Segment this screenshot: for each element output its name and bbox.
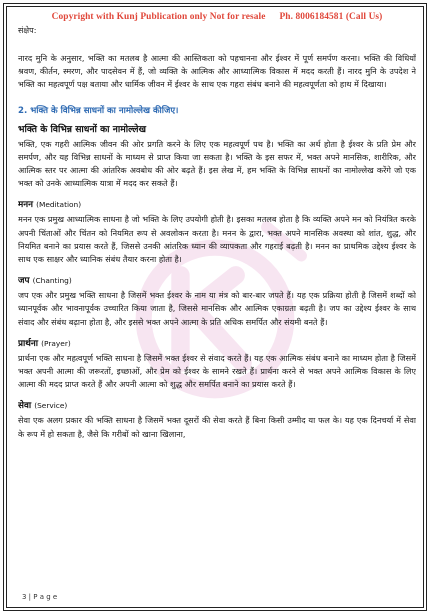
section-text-service: सेवा एक अलग प्रकार की भक्ति साधना है जिसमें भक्त दूसरों की सेवा करते हैं बिना किसी उम्मीद या फल के। यह एक दिनचर्या में सेवा के रूप में हो सकता है, जैसे कि गरीबों को खाना खिलाना, (18, 415, 416, 439)
page-number-footer: 3 | P a g e (22, 593, 58, 601)
section-title-en: (Prayer) (41, 338, 71, 348)
page-content (18, 6, 416, 594)
copyright-header (18, 12, 416, 22)
section-text-meditation: मनन एक प्रमुख आध्यात्मिक साधना है जो भक्ति के लिए उपयोगी होती है। इसका मतलब होता है कि व्यक्ति अपने मन को नियंत्रित करके अपनी चिंताओं और चिंतन को नियमित रूप से अवलोकन करता है। मनन के द्वारा, भक्त अपने मानसिक अवस्था को शांत, शुद्ध, और नियमित बनाने का प्रयास करते हैं, जिससे उनकी आंतरिक ध्यान की व्यापकता और गहराई बढ़ती है। मनन का प्राथमिक उद्देश्य ईश्वर के साथ एक साक्षर और ध्यानिक संबंध तैयार करना होता है। (18, 214, 416, 265)
copyright-text: Copyright with Kunj Publication only Not for resale (51, 12, 266, 22)
section-text-chanting: जप एक और प्रमुख भक्ति साधना है जिसमें भक्त ईश्वर के नाम या मंत्र को बार-बार जपते हैं। यह एक प्रक्रिया होती है जिसमें शब्दों को ध्यानपूर्वक और भावनापूर्वक उच्चारित किया जाता है, जिससे मानसिक और आत्मिक एकाग्रता बढ़ती है। जप का उद्देश्य ईश्वर के साथ संवाद और संबंध बढ़ाना होता है, और इससे भक्त अपने आत्मा के प्रति अधिक समर्पित और संयमी बनते हैं। (18, 290, 416, 327)
phone-number: Ph. 8006184581 (Call Us) (279, 12, 383, 22)
section-title: प्रार्थना (18, 338, 39, 349)
intro-paragraph: नारद मुनि के अनुसार, भक्ति का मतलब है आत्मा की आस्तिकता को पहचानना और ईश्वर में पूर्ण समर्पण करना। भक्ति की विधियाँ श्रवण, कीर्तन, स्मरण, और पादसेवन में हैं, जो व्यक्ति के आत्मिक और आध्यात्मिक विकास में मदद करती हैं। नारद मुनि के उपदेश ने भक्ति का महत्वपूर्ण पक्ष बताया और धार्मिक जीवन में ईश्वर के साथ एक गहरा संबंध बनाने की महत्वपूर्णता को हाथ में दिखाया। (18, 53, 416, 90)
section-title-en: (Meditation) (36, 200, 82, 210)
question-heading: 2. भक्ति के विभिन्न साधनों का नामोल्लेख कीजिए। (18, 105, 179, 116)
section-title: सेवा (18, 401, 32, 412)
summary-label: संक्षेप: (18, 26, 37, 35)
section-heading-chanting (18, 274, 416, 286)
section-heading-meditation (18, 198, 416, 210)
main-paragraph: भक्ति, एक गहरी आत्मिक जीवन की ओर प्रगति करने के लिए एक महत्वपूर्ण पथ है। भक्ति का अर्थ होता है ईश्वर के प्रति प्रेम और समर्पण, और यह विभिन्न साधनों के माध्यम से प्राप्त किया जा सकता है। भक्ति के इस सफर में, भक्त अपने मानसिक, शारीरिक, और आत्मिक स्तर पर आत्मा की आंतरिक अवबोध की ओर बढ़ते हैं। इस लेख में, हम भक्ति के विभिन्न साधनों का नामोल्लेख करेंगे जो एक भक्त को उनके आध्यात्मिक यात्रा में मदद कर सकते हैं। (18, 138, 416, 189)
section-heading-service (18, 399, 416, 411)
section-heading-prayer (18, 337, 416, 349)
main-heading: भक्ति के विभिन्न साधनों का नामोल्लेख (18, 123, 147, 135)
section-title: जप (18, 276, 30, 287)
section-title: मनन (18, 200, 34, 211)
section-title-en: (Service) (34, 401, 68, 411)
section-title-en: (Chanting) (32, 276, 72, 286)
section-text-prayer: प्रार्थना एक और महत्वपूर्ण भक्ति साधना है जिसमें भक्त ईश्वर से संवाद करते हैं। यह एक आत्मिक संबंध बनाने का माध्यम होता है जिसमें भक्त अपनी आत्मा की जरूरतों, इच्छाओं, और प्रेम को ईश्वर के सामने रखते हैं। प्रार्थना करने से भक्त अपने आत्मिक विकास के लिए आत्मा की मदद प्राप्त करते हैं और अपनी आत्मा को शुद्ध और समर्पित बनाने का प्रयास करते हैं। (18, 352, 416, 390)
